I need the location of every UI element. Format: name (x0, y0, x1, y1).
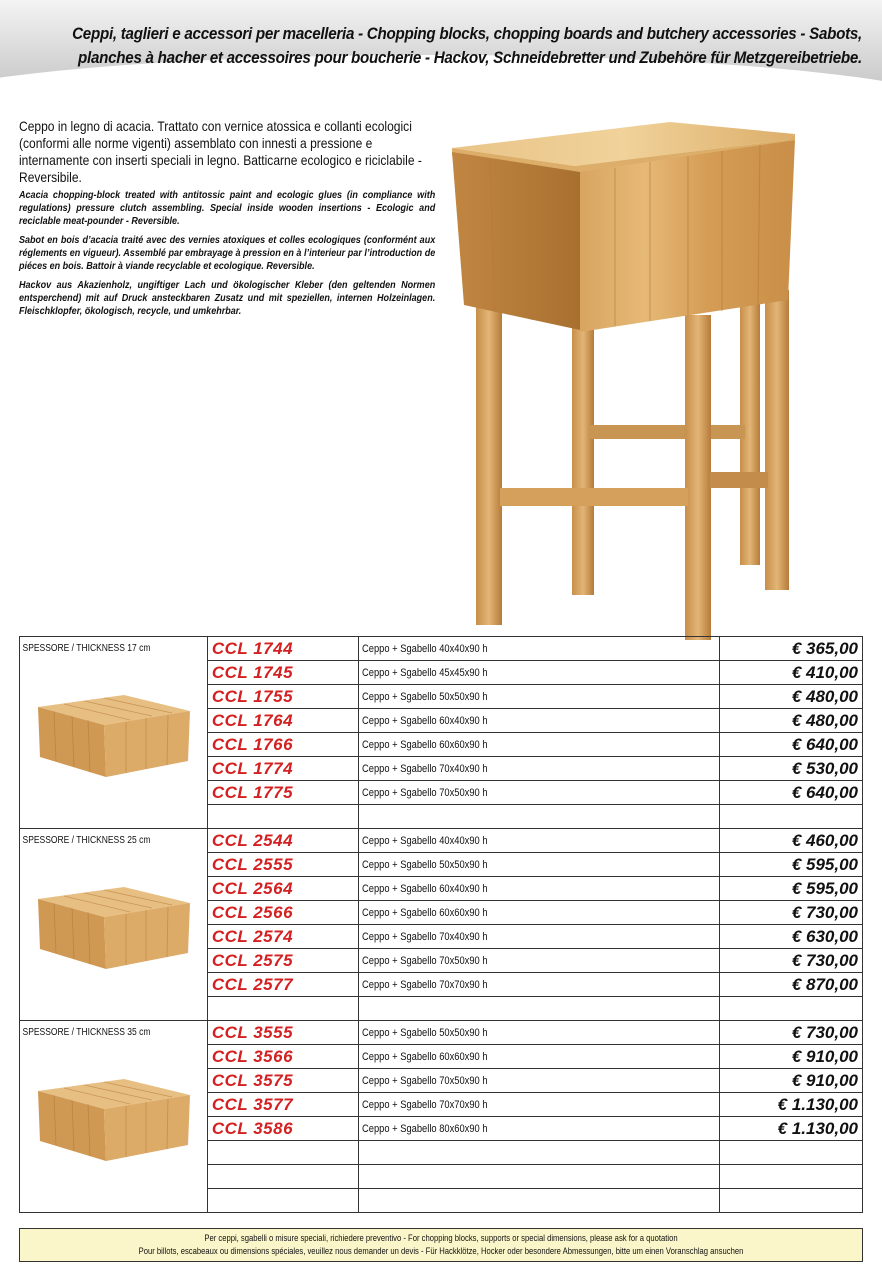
product-description-text: Ceppo + Sgabello 50x50x90 h (362, 858, 488, 871)
product-price: € 595,00 (720, 877, 863, 901)
description-english: Acacia chopping-block treated with antitossic paint and ecologic glues (in compliance with regulations) pressure clutch assembling. Special inside wooden insertions - Ecologic and reciclable meat-pounder - Reversible. (19, 189, 436, 227)
product-code (207, 1189, 358, 1213)
thickness-label: SPESSORE / THICKNESS 17 cm (22, 643, 151, 654)
product-description-text: Ceppo + Sgabello 50x50x90 h (362, 690, 488, 703)
product-description-cell (359, 1069, 720, 1093)
product-price: € 630,00 (720, 925, 863, 949)
product-description-text: Ceppo + Sgabello 45x45x90 h (362, 666, 488, 679)
chopping-block-image (34, 869, 194, 979)
product-description-cell (359, 637, 720, 661)
product-code (207, 997, 358, 1021)
product-code: CCL 1744 (207, 637, 358, 661)
product-description-cell (359, 853, 720, 877)
description-german: Hackov aus Akazienholz, ungiftiger Lach und ökologischer Kleber (den geltenden Normen entsperchend) mit auf Druck ansteckbaren Zusatz und mit speziellen, internen Holzeinlagen. Fleischklopfer, ökologisch, recycle, und umkehrbar. (19, 279, 436, 317)
product-description-cell (359, 925, 720, 949)
product-description-text: Ceppo + Sgabello 40x40x90 h (362, 834, 488, 847)
product-description-cell (359, 1093, 720, 1117)
product-code (207, 1141, 358, 1165)
product-code: CCL 1766 (207, 733, 358, 757)
chopping-block-stool-image (440, 100, 860, 640)
product-code: CCL 2555 (207, 853, 358, 877)
product-description-cell (359, 1021, 720, 1045)
product-code: CCL 3566 (207, 1045, 358, 1069)
chopping-block-image (34, 1061, 194, 1171)
product-description-cell (359, 949, 720, 973)
product-description-cell (359, 1117, 720, 1141)
product-description-text: Ceppo + Sgabello 60x60x90 h (362, 1050, 488, 1063)
price-table (19, 636, 863, 1213)
product-code: CCL 2544 (207, 829, 358, 853)
page-title (71, 22, 862, 70)
product-description-cell (359, 829, 720, 853)
product-price: € 730,00 (720, 949, 863, 973)
product-code: CCL 2566 (207, 901, 358, 925)
product-code (207, 1165, 358, 1189)
product-price: € 480,00 (720, 709, 863, 733)
product-price: € 1.130,00 (720, 1093, 863, 1117)
product-price: € 530,00 (720, 757, 863, 781)
table-row (20, 637, 863, 661)
product-price (720, 1165, 863, 1189)
title-line-2: planches à hacher et accessoires pour boucherie - Hackov, Schneidebretter und Zubehöre für Metzgereibetriebe. (78, 49, 862, 67)
product-price: € 730,00 (720, 1021, 863, 1045)
product-description-cell (359, 781, 720, 805)
product-description-cell (359, 901, 720, 925)
product-price: € 910,00 (720, 1069, 863, 1093)
product-code: CCL 2575 (207, 949, 358, 973)
product-price: € 910,00 (720, 1045, 863, 1069)
product-price: € 460,00 (720, 829, 863, 853)
product-description-text: Ceppo + Sgabello 70x50x90 h (362, 1074, 488, 1087)
product-price (720, 805, 863, 829)
product-code: CCL 2577 (207, 973, 358, 997)
product-description-cell (359, 685, 720, 709)
product-price: € 410,00 (720, 661, 863, 685)
product-price: € 640,00 (720, 781, 863, 805)
product-description-text: Ceppo + Sgabello 70x40x90 h (362, 762, 488, 775)
product-price (720, 997, 863, 1021)
product-description-text: Ceppo + Sgabello 70x70x90 h (362, 1098, 488, 1111)
product-description-cell (359, 709, 720, 733)
product-description-text: Ceppo + Sgabello 40x40x90 h (362, 642, 488, 655)
product-price: € 595,00 (720, 853, 863, 877)
product-description-text: Ceppo + Sgabello 60x40x90 h (362, 714, 488, 727)
product-code: CCL 1774 (207, 757, 358, 781)
product-description-text: Ceppo + Sgabello 60x40x90 h (362, 882, 488, 895)
thickness-label: SPESSORE / THICKNESS 25 cm (22, 835, 151, 846)
product-code: CCL 3586 (207, 1117, 358, 1141)
product-code: CCL 1755 (207, 685, 358, 709)
product-code: CCL 2564 (207, 877, 358, 901)
product-description-cell (359, 733, 720, 757)
product-description-text: Ceppo + Sgabello 70x50x90 h (362, 786, 488, 799)
product-description-text: Ceppo + Sgabello 70x70x90 h (362, 978, 488, 991)
product-price: € 365,00 (720, 637, 863, 661)
chopping-block-image (34, 677, 194, 787)
product-code: CCL 3555 (207, 1021, 358, 1045)
product-description-text: Ceppo + Sgabello 70x40x90 h (362, 930, 488, 943)
product-code: CCL 3577 (207, 1093, 358, 1117)
title-line-1: Ceppi, taglieri e accessori per macelleria - Chopping blocks, chopping boards and butchery accessories - Sabots, (72, 25, 863, 43)
product-price: € 480,00 (720, 685, 863, 709)
product-code: CCL 1775 (207, 781, 358, 805)
product-description-cell (359, 1045, 720, 1069)
table-row (20, 1021, 863, 1045)
product-description-text: Ceppo + Sgabello 60x60x90 h (362, 906, 488, 919)
quotation-note (19, 1228, 863, 1262)
product-description (19, 118, 435, 324)
product-code: CCL 2574 (207, 925, 358, 949)
product-description-cell (359, 805, 720, 829)
product-description-text: Ceppo + Sgabello 50x50x90 h (362, 1026, 488, 1039)
product-price: € 640,00 (720, 733, 863, 757)
quotation-note-line-2: Pour billots, escabeaux ou dimensions spéciales, veuillez nous demander un devis - Für Hackklötze, Hocker oder besondere Abmessungen, bitte um einen Voranschlag ansuchen (138, 1246, 744, 1256)
description-italian: Ceppo in legno di acacia. Trattato con vernice atossica e collanti ecologici (conformi alle norme vigenti) assemblato con innesti a pressione e internamente con inserti speciali in legno. Batticarne ecologico e riciclabile - Reversibile. (19, 118, 422, 185)
product-price: € 1.130,00 (720, 1117, 863, 1141)
product-price: € 870,00 (720, 973, 863, 997)
product-description-cell (359, 661, 720, 685)
product-description-cell (359, 757, 720, 781)
product-code: CCL 3575 (207, 1069, 358, 1093)
thickness-group (20, 1021, 208, 1213)
thickness-label: SPESSORE / THICKNESS 35 cm (22, 1027, 151, 1038)
product-description-text: Ceppo + Sgabello 80x60x90 h (362, 1122, 488, 1135)
product-description-text: Ceppo + Sgabello 70x50x90 h (362, 954, 488, 967)
product-price (720, 1141, 863, 1165)
product-description-cell (359, 1141, 720, 1165)
product-description-text: Ceppo + Sgabello 60x60x90 h (362, 738, 488, 751)
product-code: CCL 1764 (207, 709, 358, 733)
quotation-note-line-1: Per ceppi, sgabelli o misure speciali, richiedere preventivo - For chopping blocks, supports or special dimensions, please ask for a quotation (204, 1233, 678, 1243)
product-price: € 730,00 (720, 901, 863, 925)
product-description-cell (359, 1165, 720, 1189)
product-price (720, 1189, 863, 1213)
product-code: CCL 1745 (207, 661, 358, 685)
product-code (207, 805, 358, 829)
thickness-group (20, 637, 208, 829)
table-row (20, 829, 863, 853)
description-french: Sabot en bois d’acacia traité avec des vernies atoxiques et colles ecologiques (conformént aux réglements en vigueur). Assemblé par embrayage à pression en à l’interieur par l’introduction de piéces en bois. Battoir à viande recyclable et ecologique. Reversible. (19, 234, 436, 272)
page-header (0, 0, 882, 96)
product-description-cell (359, 877, 720, 901)
product-description-cell (359, 997, 720, 1021)
product-description-cell (359, 973, 720, 997)
product-description-cell (359, 1189, 720, 1213)
thickness-group (20, 829, 208, 1021)
